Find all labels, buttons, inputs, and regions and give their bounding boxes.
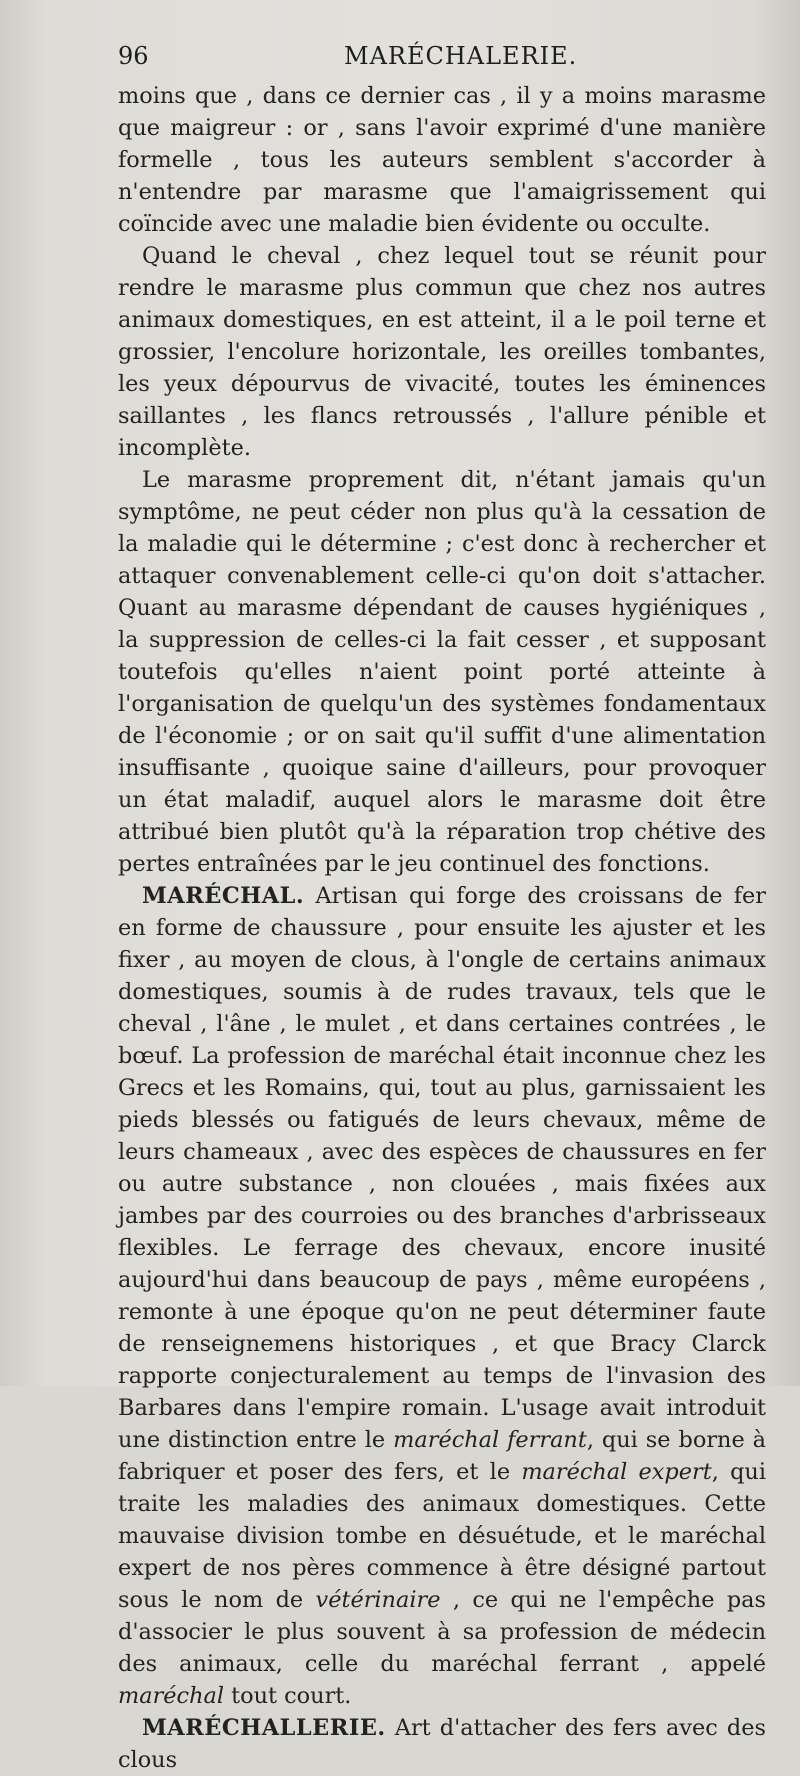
page-body xyxy=(118,80,766,1776)
running-head: MARÉCHALERIE. xyxy=(344,42,578,70)
entry-text: , qui traite les maladies des animaux domestiques. Cette mauvaise division tombe en désuétude, et le maréchal expert de nos pères commence à être désigné partout sous le nom de xyxy=(118,1459,767,1613)
entry-term-marechal: MARÉCHAL. xyxy=(142,883,305,909)
entry-text: , qui se borne à fabriquer et poser des fers, et le xyxy=(118,1427,767,1485)
entry-marechal xyxy=(118,880,766,1712)
entry-term-marechallerie: MARÉCHALLERIE. xyxy=(142,1715,386,1741)
page-number: 96 xyxy=(118,42,149,70)
emphasis-text: vétérinaire xyxy=(315,1587,441,1613)
entry-text: Artisan qui forge des croissans de fer en forme de chaussure , pour ensuite les ajuster et les fixer , au moyen de clous, à l'ongle de certains animaux domestiques, soumis à de rudes travaux, tels que le cheval , l'âne , le mulet , et dans certaines contrées , le bœuf. La profession de maréchal était inconnue chez les Grecs et les Romains, qui, tout au plus, garnissaient les pieds blessés ou fatigués de leurs chevaux, même de leurs chameaux , avec des espèces de chaussures en fer ou autre substance , non clouées , mais fixées aux jambes par des courroies ou des branches d'arbrisseaux flexibles. Le ferrage des chevaux, encore inusité aujourd'hui dans beaucoup de pays , même européens , remonte à une époque qu'on ne peut déterminer faute de renseignemens historiques , et que Bracy Clarck rapporte conjecturalement au temps de l'invasion des Barbares dans l'empire romain. L'usage avait introduit une distinction entre le xyxy=(118,883,766,1453)
page-header xyxy=(118,42,766,76)
entry-text: , ce qui ne l'empêche pas d'associer le plus souvent à sa profession de médecin des animaux, celle du maréchal ferrant , appelé xyxy=(118,1587,767,1677)
emphasis-text: maréchal expert xyxy=(521,1459,712,1485)
emphasis-text: maréchal ferrant xyxy=(393,1427,587,1453)
paragraph-marasme-continued: moins que , dans ce dernier cas , il y a moins marasme que maigreur : or , sans l'avoir exprimé d'une manière formelle , tous les auteurs semblent s'accorder à n'entendre par marasme que l'amaigrissement qui coïncide avec une maladie bien évidente ou occulte. xyxy=(118,83,766,237)
paragraph-marasme-cheval: Quand le cheval , chez lequel tout se réunit pour rendre le marasme plus commun que chez nos autres animaux domestiques, en est atteint, il a le poil terne et grossier, l'encolure horizontale, les oreilles tombantes, les yeux dépourvus de vivacité, toutes les éminences saillantes , les flancs retroussés , l'allure pénible et incomplète. xyxy=(118,243,766,461)
entry-marechallerie xyxy=(118,1712,766,1776)
entry-text: tout court. xyxy=(224,1683,352,1709)
paragraph-marasme-treatment: Le marasme proprement dit, n'étant jamais qu'un symptôme, ne peut céder non plus qu'à la cessation de la maladie qui le détermine ; c'est donc à rechercher et attaquer convenablement celle-ci qu'on doit s'attacher. Quant au marasme dépendant de causes hygiéniques , la suppression de celles-ci la fait cesser , et supposant toutefois qu'elles n'aient point porté atteinte à l'organisation de quelqu'un des systèmes fondamentaux de l'économie ; or on sait qu'il suffit d'une alimentation insuffisante , quoique saine d'ailleurs, pour provoquer un état maladif, auquel alors le marasme doit être attribué bien plutôt qu'à la réparation trop chétive des pertes entraînées par le jeu continuel des fonctions. xyxy=(118,467,766,877)
entry-text: Art d'attacher des fers avec des clous xyxy=(118,1715,766,1773)
emphasis-text: maréchal xyxy=(118,1683,225,1709)
